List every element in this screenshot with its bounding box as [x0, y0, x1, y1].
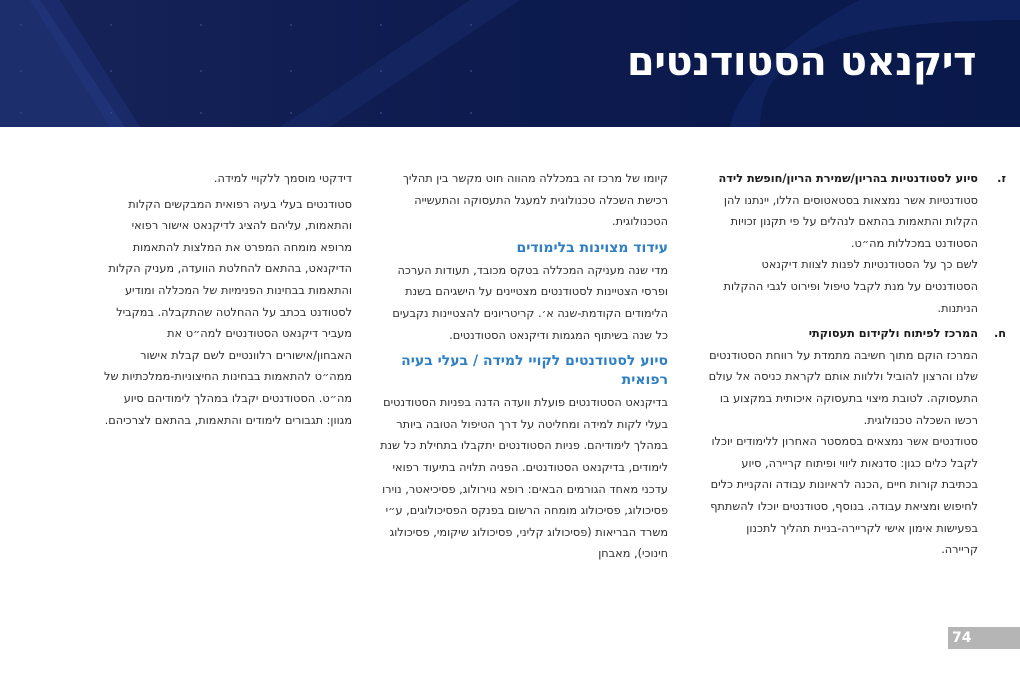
- paragraph: מדי שנה מעניקה המכללה בטקס מכובד, תעודות הערכה ופרסי הצטיינות לסטודנטים מצטיינים על הישגיהם בשנת הלימודים הקודמת-שנה א׳. קריטריונים להצטיינות נקבעים כל שנה בשיתוף המגמות ודיקנאט הסטודנטים.: [392, 263, 668, 342]
- item-heading: [706, 323, 1006, 345]
- paragraph: סטודנטים בעלי בעיה רפואית המבקשים הקלות והתאמות, עליהם להציג לדיקנאט אישור רפואי מרופא מומחה המפרט את המלצות להתאמות הדיקנאט, בהתאם להחלטת הוועדה, מעניק הקלות והתאמות בבחינות הפנימיות של המכללה ומודיע לסטודנט בכתב על ההחלטה שהתקבלה. במקביל מעביר דיקנאט הסטודנטים למה״ט את האבחון/אישורים רלוונטיים לשם קבלת אישור ממה״ט להתאמות בבחינות החיצוניות-ממלכתיות של מה״ט. הסטודנטים יקבלו במהלך לימודיהם סיוע מגוון: תגבורים לימודים והתאמות, בהתאם לצרכיהם.: [104, 197, 352, 427]
- page-title: דיקנאט הסטודנטים: [626, 39, 976, 85]
- item-pregnancy-support: [706, 168, 1006, 319]
- paragraph: דידקטי מוסמך ללקויי למידה.: [213, 172, 352, 185]
- paragraph: בדיקנאט הסטודנטים פועלת וועדה הדנה בפניות הסטודנטים בעלי לקות למידה ומחליטה על דרך הטיפול הטובה ביותר במהלך לימודיהם. פניות הסטודנטים יתקבלו בתחילת כל שנת לימודים, בדיקנאט הסטודנטים. הפניה תלויה בתיעוד רפואי עדכני מאחד הגורמים הבאים: רופא נוירולוג, פסיכיאטר, נוירו פסיכולוג, פסיכולוג מומחה הרשום בפנקס הפסיכולוגים, ע״י משרד הבריאות (פסיכולוג קליני, פסיכולוג שיקומי, פסיכולוג חינוכי), מאבחן: [380, 396, 668, 561]
- middle-column: [380, 168, 668, 565]
- paragraph: קיומו של מרכז זה במכללה מהווה חוט מקשר בין תהליך רכישת השכלה טכנולוגית למעגל התעסוקה והתעשייה הטכנולוגית.: [402, 172, 668, 229]
- item-career-center: [706, 323, 1006, 561]
- item-heading: [706, 168, 1006, 190]
- paragraph: סטודנטים אשר נמצאים בסמסטר האחרון ללימודים יוכלו לקבל כלים כגון: סדנאות ליווי ופיתוח קריירה, סיוע בכתיבת קורות חיים ,הכנה לראיונות עבודה והקניית כלים לחיפוש ומציאת עבודה. בנוסף, סטודנטים יוכלו להשתתף בפעישות אימון אישי לקריירה-בניית תהליך לתכנון קריירה.: [710, 435, 978, 557]
- item-letter: ז.: [997, 172, 1006, 185]
- paragraph: המרכז הוקם מתוך חשיבה מתמדת על רווחת הסטודנטים שלנו והרצון להוביל וללוות אותם לקראת כניסה אל עולם התעסוקה. לטובת מיצוי בתעסוקה איכותית במקצוע בו רכשו השכלה טכנולוגית.: [708, 348, 978, 427]
- item-letter: ח.: [993, 327, 1006, 341]
- paragraph: לשם כך על הסטודנטיות לפנות לצוות דיקנאט הסטודנטים על מנת לקבל טיפול ופירוט לגבי ההקלות הניתנות.: [723, 258, 978, 315]
- item-heading-text: סיוע לסטודנטיות בהריון/שמירת הריון/חופשת לידה: [718, 172, 978, 185]
- page-header: [0, 0, 1020, 127]
- right-column: [706, 168, 1006, 561]
- section-heading-learning-disabilities: סיוע לסטודנטים לקויי למידה / בעלי בעיה רפואית: [401, 353, 668, 389]
- paragraph: סטודנטיות אשר נמצאות בסטאטוסים הללו, יינתנו להן הקלות והתאמות בהתאם לנהלים על פי תקנון זכויות הסטודנט במכללות מה״ט.: [723, 193, 978, 250]
- section-heading-excellence: עידוד מצוינות בלימודים: [516, 239, 668, 256]
- left-column: [100, 168, 352, 431]
- item-heading-text: המרכז לפיתוח ולקידום תעסוקתי: [808, 327, 978, 341]
- page-number: 74: [948, 627, 1020, 649]
